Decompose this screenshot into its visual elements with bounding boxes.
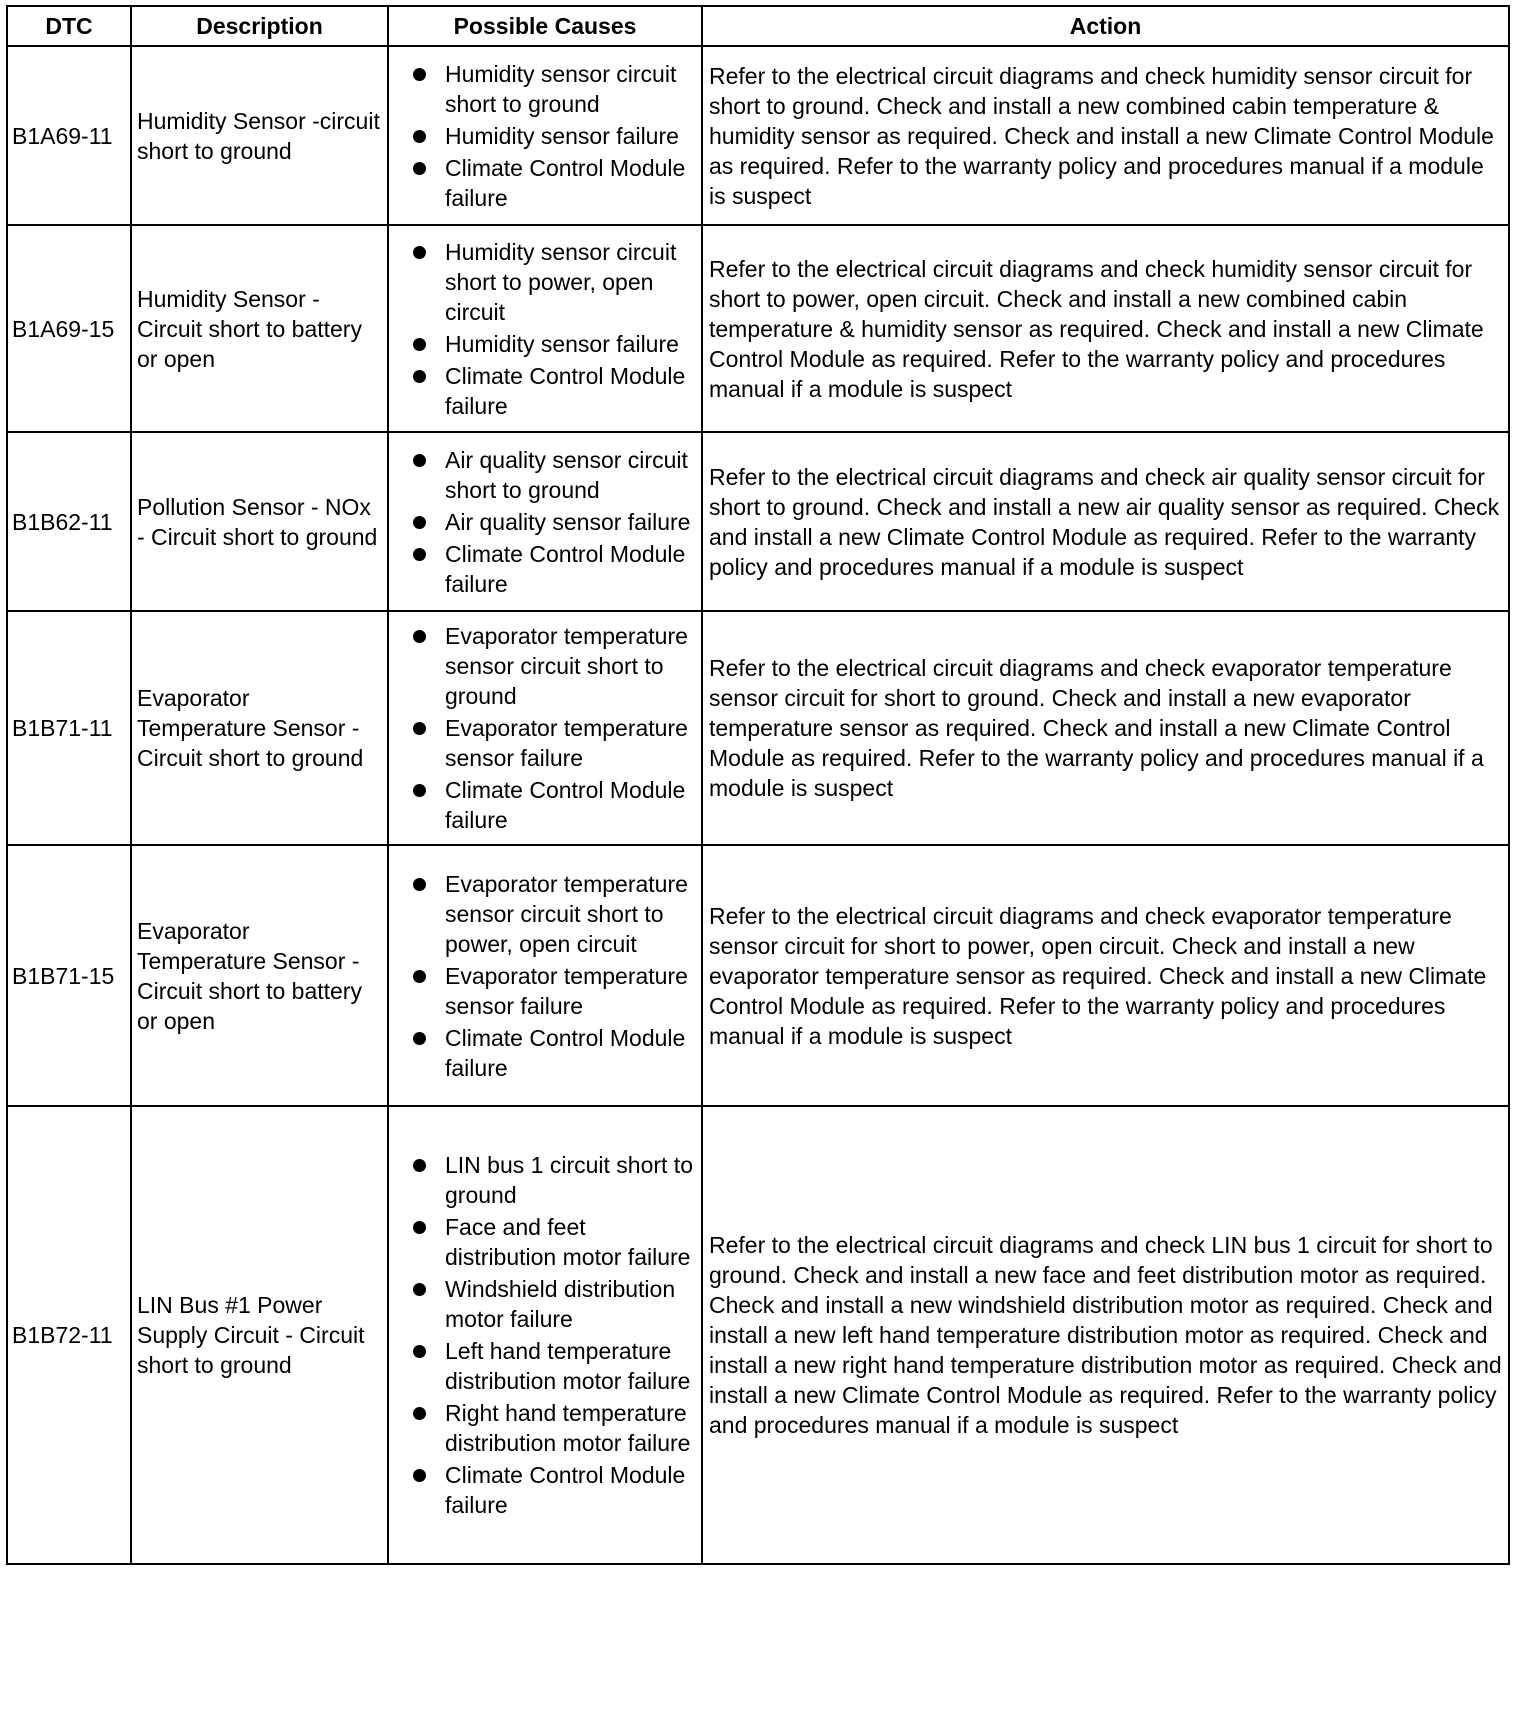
cause-item: Humidity sensor failure: [413, 121, 699, 151]
causes-list: [413, 237, 699, 421]
dtc-action: Refer to the electrical circuit diagrams and check LIN bus 1 circuit for short to ground. Check and install a new face and feet distribution motor as required. Check and install a new windshield distribution motor as required. Check and install a new left hand temperature distribution motor as required. Check and install a new right hand temperature distribution motor as required. Check and install a new Climate Control Module as required. Refer to the warranty policy and procedures manual if a module is suspect: [702, 1106, 1509, 1564]
dtc-description: Humidity Sensor -circuit short to ground: [131, 46, 388, 225]
header-row: [7, 6, 1509, 46]
cause-item: Windshield distribution motor failure: [413, 1274, 699, 1334]
dtc-code: B1B62-11: [7, 432, 131, 611]
header-action: Action: [702, 6, 1509, 46]
causes-list: [413, 59, 699, 213]
possible-causes: [388, 46, 702, 225]
dtc-code: B1A69-15: [7, 225, 131, 432]
cause-item: LIN bus 1 circuit short to ground: [413, 1150, 699, 1210]
dtc-description: Pollution Sensor - NOx - Circuit short to ground: [131, 432, 388, 611]
table-row: [7, 46, 1509, 225]
dtc-description: Humidity Sensor - Circuit short to battery or open: [131, 225, 388, 432]
cause-item: Climate Control Module failure: [413, 153, 699, 213]
header-possible-causes: Possible Causes: [388, 6, 702, 46]
cause-item: Right hand temperature distribution motor failure: [413, 1398, 699, 1458]
cause-item: Evaporator temperature sensor circuit short to power, open circuit: [413, 869, 699, 959]
cause-item: Air quality sensor circuit short to ground: [413, 445, 699, 505]
dtc-table: [6, 5, 1510, 1565]
cause-item: Climate Control Module failure: [413, 775, 699, 835]
header-dtc: DTC: [7, 6, 131, 46]
table-header: [7, 6, 1509, 46]
causes-list: [413, 1150, 699, 1520]
cause-item: Climate Control Module failure: [413, 361, 699, 421]
cause-item: Humidity sensor circuit short to power, open circuit: [413, 237, 699, 327]
possible-causes: [388, 225, 702, 432]
causes-list: [413, 445, 699, 599]
causes-list: [413, 869, 699, 1083]
dtc-action: Refer to the electrical circuit diagrams and check evaporator temperature sensor circuit for short to ground. Check and install a new evaporator temperature sensor as required. Check and install a new Climate Control Module as required. Refer to the warranty policy and procedures manual if a module is suspect: [702, 611, 1509, 845]
table-body: [7, 46, 1509, 1564]
table-row: [7, 611, 1509, 845]
dtc-code: B1B71-11: [7, 611, 131, 845]
dtc-code: B1B72-11: [7, 1106, 131, 1564]
cause-item: Air quality sensor failure: [413, 507, 699, 537]
cause-item: Climate Control Module failure: [413, 1460, 699, 1520]
cause-item: Left hand temperature distribution motor failure: [413, 1336, 699, 1396]
table-row: [7, 432, 1509, 611]
cause-item: Face and feet distribution motor failure: [413, 1212, 699, 1272]
cause-item: Climate Control Module failure: [413, 539, 699, 599]
table-row: [7, 1106, 1509, 1564]
possible-causes: [388, 611, 702, 845]
dtc-description: LIN Bus #1 Power Supply Circuit - Circuit short to ground: [131, 1106, 388, 1564]
dtc-action: Refer to the electrical circuit diagrams and check humidity sensor circuit for short to power, open circuit. Check and install a new combined cabin temperature & humidity sensor as required. Check and install a new Climate Control Module as required. Refer to the warranty policy and procedures manual if a module is suspect: [702, 225, 1509, 432]
cause-item: Evaporator temperature sensor failure: [413, 961, 699, 1021]
dtc-action: Refer to the electrical circuit diagrams and check evaporator temperature sensor circuit for short to power, open circuit. Check and install a new evaporator temperature sensor as required. Check and install a new Climate Control Module as required. Refer to the warranty policy and procedures manual if a module is suspect: [702, 845, 1509, 1106]
dtc-code: B1B71-15: [7, 845, 131, 1106]
cause-item: Humidity sensor circuit short to ground: [413, 59, 699, 119]
cause-item: Evaporator temperature sensor circuit short to ground: [413, 621, 699, 711]
possible-causes: [388, 845, 702, 1106]
dtc-code: B1A69-11: [7, 46, 131, 225]
table-row: [7, 225, 1509, 432]
header-description: Description: [131, 6, 388, 46]
dtc-description: Evaporator Temperature Sensor - Circuit short to ground: [131, 611, 388, 845]
causes-list: [413, 621, 699, 835]
cause-item: Humidity sensor failure: [413, 329, 699, 359]
dtc-action: Refer to the electrical circuit diagrams and check humidity sensor circuit for short to ground. Check and install a new combined cabin temperature & humidity sensor as required. Check and install a new Climate Control Module as required. Refer to the warranty policy and procedures manual if a module is suspect: [702, 46, 1509, 225]
possible-causes: [388, 432, 702, 611]
table-row: [7, 845, 1509, 1106]
possible-causes: [388, 1106, 702, 1564]
cause-item: Climate Control Module failure: [413, 1023, 699, 1083]
dtc-description: Evaporator Temperature Sensor - Circuit short to battery or open: [131, 845, 388, 1106]
cause-item: Evaporator temperature sensor failure: [413, 713, 699, 773]
dtc-action: Refer to the electrical circuit diagrams and check air quality sensor circuit for short to ground. Check and install a new air quality sensor as required. Check and install a new Climate Control Module as required. Refer to the warranty policy and procedures manual if a module is suspect: [702, 432, 1509, 611]
